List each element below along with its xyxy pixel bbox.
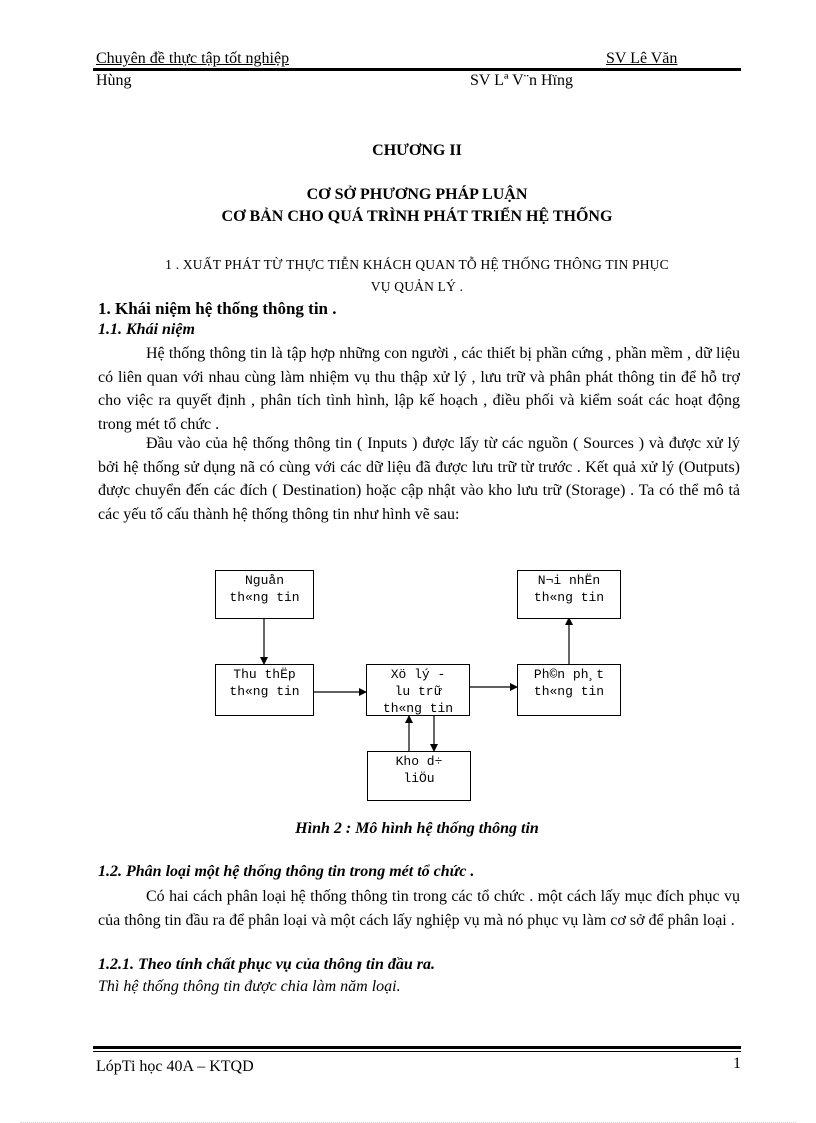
header-author: SV Lê Văn xyxy=(606,50,678,67)
chapter-title: CHƯƠNG II xyxy=(372,142,462,159)
box-label: liÖu xyxy=(403,771,435,786)
chapter-subtitle-line1: CƠ SỞ PHƯƠNG PHÁP LUẬN xyxy=(306,186,528,203)
paragraph-classification: Có hai cách phân loại hệ thống thông tin trong các tổ chức . một cách lấy mục đích phục vụ của thông tin đầu ra để phân loại và một cách lấy nghiệp vụ mà nó phục vụ làm cơ sở để phân loại . xyxy=(98,888,740,929)
footer-rule-thin xyxy=(93,1051,741,1052)
box-information-collection xyxy=(215,664,314,716)
box-label: Kho d÷ xyxy=(395,754,443,769)
box-label: th«ng tin xyxy=(229,590,300,605)
paragraph-five-types: Thì hệ thống thông tin được chia làm năm loại. xyxy=(98,978,401,995)
box-label: th«ng tin xyxy=(382,701,454,716)
paragraph-definition: Hệ thống thông tin là tập hợp những con người , các thiết bị phần cứng , phần mềm , dữ liệu có liên quan với nhau cùng làm nhiệm vụ thu thập xử lý , lưu trữ và phân phát thông tin để hỗ trợ cho việc ra quyết định , phân tích tình hình, lập kế hoạch , điều phối và kiểm soát các hoạt động trong mét tổ chức . xyxy=(98,345,740,433)
section-title-line1: 1 . XUẤT PHÁT TỪ THỰC TIỄN KHÁCH QUAN TỖ HỆ THỐNG THÔNG TIN PHỤC xyxy=(165,257,669,272)
header-title: Chuyên đề thực tập tốt nghiệp xyxy=(96,50,290,67)
box-label: th«ng tin xyxy=(229,684,300,699)
heading-1-2: 1.2. Phân loại một hệ thống thông tin trong mét tổ chức . xyxy=(98,863,475,880)
box-information-distribution xyxy=(517,664,621,716)
box-label: Ph©n ph¸t xyxy=(533,667,605,682)
box-data-storage xyxy=(367,751,471,801)
figure-caption: Hình 2 : Mô hình hệ thống thông tin xyxy=(295,820,539,837)
header-author-legacy: SV Lª V¨n Hïng xyxy=(470,72,573,89)
box-label: th«ng tin xyxy=(533,590,605,605)
header-author-continued: Hùng xyxy=(96,72,132,89)
footer-rule xyxy=(93,1046,741,1049)
paragraph-inputs: Đầu vào của hệ thống thông tin ( Inputs ) được lấy từ các nguồn ( Sources ) và được xử lý bởi hệ thống sử dụng nã có cùng với các dữ liệu đã được lưu trữ từ trước . Kết quả xử lý (Outputs) được chuyển đến các đích ( Destination) hoặc cập nhật vào kho lưu trữ (Storage) . Ta có thể mô tả các yếu tố cấu thành hệ thống thông tin như hình vẽ sau: xyxy=(98,435,740,523)
box-label: lu trữ xyxy=(394,684,442,699)
section-title-line2: VỤ QUẢN LÝ . xyxy=(370,279,464,294)
heading-1: 1. Khái niệm hệ thống thông tin . xyxy=(98,299,337,318)
heading-1-1: 1.1. Khái niệm xyxy=(98,321,195,338)
box-information-receiver xyxy=(517,570,621,619)
box-label: th«ng tin xyxy=(533,684,605,699)
chapter-subtitle-line2: CƠ BẢN CHO QUÁ TRÌNH PHÁT TRIỂN HỆ THỐNG xyxy=(221,208,613,225)
box-information-source xyxy=(215,570,314,619)
box-label: Xö lý - xyxy=(390,667,446,682)
box-label: Nguån xyxy=(244,573,284,588)
page-number: 1 xyxy=(733,1055,741,1072)
heading-1-2-1: 1.2.1. Theo tính chất phục vụ của thông tin đầu ra. xyxy=(98,956,435,973)
box-label: Thu thËp xyxy=(233,667,296,682)
box-information-processing xyxy=(366,664,470,716)
box-label: N¬i nhËn xyxy=(537,573,601,588)
footer-class: LópTi học 40A – KTQD xyxy=(96,1058,254,1075)
